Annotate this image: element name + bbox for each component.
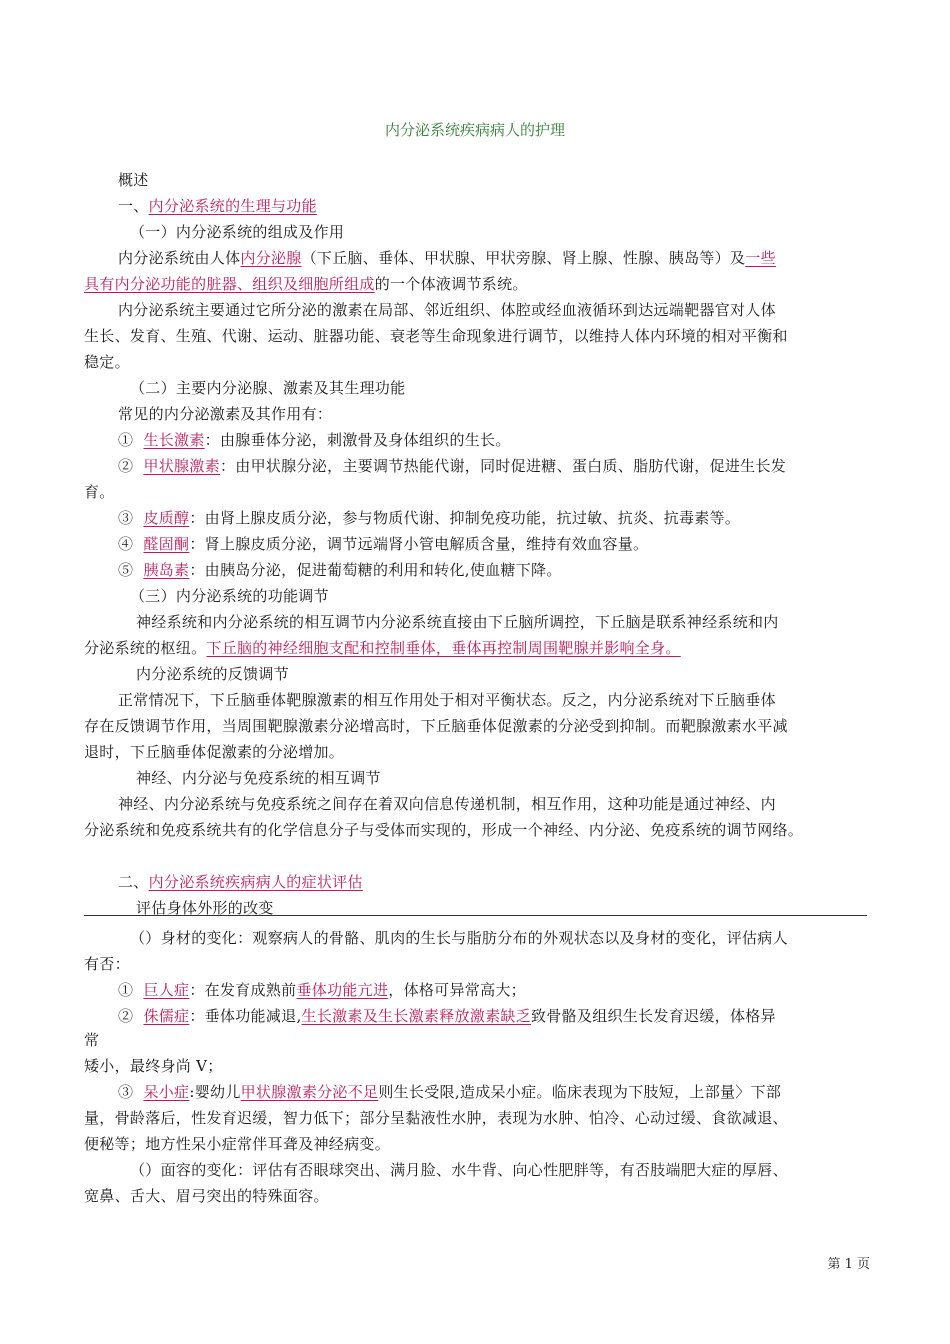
highlight-text: 下丘脑的神经细胞支配和控制垂体，垂体再控制周围靶腺并影响全身。 — [206, 639, 681, 657]
list-marker: ② — [118, 457, 134, 475]
highlight-term: 呆小症 — [143, 1083, 190, 1101]
text-run: ：垂体功能减退, — [189, 1007, 302, 1025]
horizontal-rule — [84, 915, 867, 916]
text-run: ，体格可异常高大； — [388, 981, 526, 999]
paragraph-line: 稳定。 — [84, 353, 130, 371]
section-2-subheading: 评估身体外形的改变 — [136, 899, 274, 917]
paragraph-line: 存在反馈调节作用，当周围靶腺激素分泌增高时，下丘脑垂体促激素的分泌受到抑制。而靶腺激素水平减 — [84, 717, 788, 735]
paragraph-line: （）面容的变化：评估有否眼球突出、满月脸、水牛背、向心性肥胖等，有否肢端肥大症的厚唇、 — [130, 1161, 788, 1179]
text-run: ：肾上腺皮质分泌，调节远端肾小管电解质含量，维持有效血容量。 — [189, 535, 649, 553]
highlight-term: 甲状腺激素 — [143, 457, 220, 475]
list-marker: ⑤ — [118, 561, 134, 579]
highlight-term: 胰岛素 — [143, 561, 190, 579]
highlight-text: 垂体功能亢进 — [296, 981, 389, 999]
section-2-number: 二、 — [118, 873, 149, 891]
highlight-term: 醛固酮 — [143, 535, 190, 553]
immune-heading: 神经、内分泌与免疫系统的相互调节 — [136, 769, 381, 787]
feedback-heading: 内分泌系统的反馈调节 — [136, 665, 290, 683]
paragraph-line: （）身材的变化：观察病人的骨骼、肌肉的生长与脂肪分布的外观状态以及身材的变化，评估病人 — [130, 929, 788, 947]
paragraph-line: 退时，下丘脑垂体促激素的分泌增加。 — [84, 743, 345, 761]
section-1-title: 内分泌系统的生理与功能 — [148, 197, 317, 215]
list-item — [118, 1082, 903, 1102]
list-item — [118, 534, 903, 554]
text-run: 分泌系统的枢纽。 — [84, 639, 207, 657]
list-item — [118, 508, 903, 528]
highlight-term: 侏儒症 — [143, 1007, 190, 1025]
text-run: 内分泌系统由人体 — [118, 249, 241, 267]
highlight-text: 甲状腺激素分泌不足 — [240, 1083, 379, 1101]
subsection-1-heading: （一）内分泌系统的组成及作用 — [130, 223, 345, 241]
list-marker: ② — [118, 1007, 134, 1025]
overview-heading: 概述 — [118, 171, 149, 189]
highlight-endocrine-gland: 内分泌腺 — [240, 249, 302, 267]
highlight-text: 具有内分泌功能的脏器、组织及细胞所组成 — [84, 275, 375, 293]
text-run: ：在发育成熟前 — [189, 981, 297, 999]
paragraph-line: 内分泌系统主要通过它所分泌的激素在局部、邻近组织、体腔或经血液循环到达远端靶器官对人体 — [118, 301, 776, 319]
text-run: ：由腺垂体分泌，刺激骨及身体组织的生长。 — [204, 431, 511, 449]
subsection-3-heading: （三）内分泌系统的功能调节 — [130, 587, 329, 605]
paragraph-line: 神经、内分泌系统与免疫系统之间存在着双向信息传递机制，相互作用，这种功能是通过神经、内 — [118, 795, 776, 813]
highlight-term: 巨人症 — [143, 981, 190, 999]
paragraph-line: 常见的内分泌激素及其作用有： — [118, 405, 333, 423]
text-run: :婴幼儿 — [189, 1083, 241, 1101]
section-2-heading — [118, 872, 903, 892]
paragraph-line: 量，骨龄落后，性发育迟缓，智力低下；部分呈黏液性水肿，表现为水肿、怕冷、心动过缓、食欲减退、 — [84, 1109, 788, 1127]
list-marker: ③ — [118, 1083, 134, 1101]
paragraph-line: 便秘等；地方性呆小症常伴耳聋及神经病变。 — [84, 1135, 391, 1153]
paragraph-line — [84, 274, 869, 294]
paragraph-line: 生长、发育、生殖、代谢、运动、脏器功能、衰老等生命现象进行调节，以维持人体内环境的相对平衡和 — [84, 327, 788, 345]
section-2-title: 内分泌系统疾病病人的症状评估 — [148, 873, 363, 891]
paragraph-line: 育。 — [84, 483, 115, 501]
paragraph-line: 神经系统和内分泌系统的相互调节内分泌系统直接由下丘脑所调控，下丘脑是联系神经系统和内 — [136, 613, 779, 631]
text-run: 致骨骼及组织生长发育迟缓，体格异 — [531, 1007, 776, 1025]
paragraph-line: 宽鼻、舌大、眉弓突出的特殊面容。 — [84, 1187, 329, 1205]
text-run: 的一个体液调节系统。 — [374, 275, 528, 293]
list-item — [118, 560, 903, 580]
text-run: ：由肾上腺皮质分泌，参与物质代谢、抑制免疫功能，抗过敏、抗炎、抗毒素等。 — [189, 509, 741, 527]
paragraph-line: 矮小，最终身尚 V； — [84, 1057, 223, 1075]
list-item — [118, 980, 903, 1000]
section-1-number: 一、 — [118, 197, 149, 215]
highlight-term: 皮质醇 — [143, 509, 190, 527]
highlight-term: 生长激素 — [143, 431, 205, 449]
text-run: 则生长受限,造成呆小症。临床表现为下肢短，上部量〉下部 — [378, 1083, 782, 1101]
list-item — [118, 1006, 903, 1026]
subsection-2-heading: （二）主要内分泌腺、激素及其生理功能 — [130, 379, 406, 397]
list-marker: ④ — [118, 535, 134, 553]
highlight-text: 一些 — [745, 249, 776, 267]
list-marker: ③ — [118, 509, 134, 527]
paragraph-line — [84, 638, 869, 658]
text-run: ：由胰岛分泌，促进葡萄糖的利用和转化,使血糖下降。 — [189, 561, 562, 579]
section-1-heading — [118, 196, 903, 216]
list-marker: ① — [118, 431, 134, 449]
paragraph-line: 正常情况下，下丘脑垂体靶腺激素的相互作用处于相对平衡状态。反之，内分泌系统对下丘脑垂体 — [118, 691, 776, 709]
text-run: ：由甲状腺分泌，主要调节热能代谢，同时促进糖、蛋白质、脂肪代谢，促进生长发 — [219, 457, 787, 475]
paragraph-line: 分泌系统和免疫系统共有的化学信息分子与受体而实现的，形成一个神经、内分泌、免疫系统的调节网络。 — [84, 821, 804, 839]
paragraph-line: 常 — [84, 1031, 100, 1049]
text-run: （下丘脑、垂体、甲状腺、甲状旁腺、肾上腺、性腺、胰岛等）及 — [301, 249, 746, 267]
paragraph-line — [118, 248, 903, 268]
highlight-text: 生长激素及生长激素释放激素缺乏 — [301, 1007, 532, 1025]
list-marker: ① — [118, 981, 134, 999]
paragraph-line: 有否： — [84, 955, 130, 973]
list-item — [118, 430, 903, 450]
document-title: 内分泌系统疾病病人的护理 — [384, 121, 565, 139]
list-item — [118, 456, 903, 476]
page-number: 第 1 页 — [827, 1257, 870, 1272]
